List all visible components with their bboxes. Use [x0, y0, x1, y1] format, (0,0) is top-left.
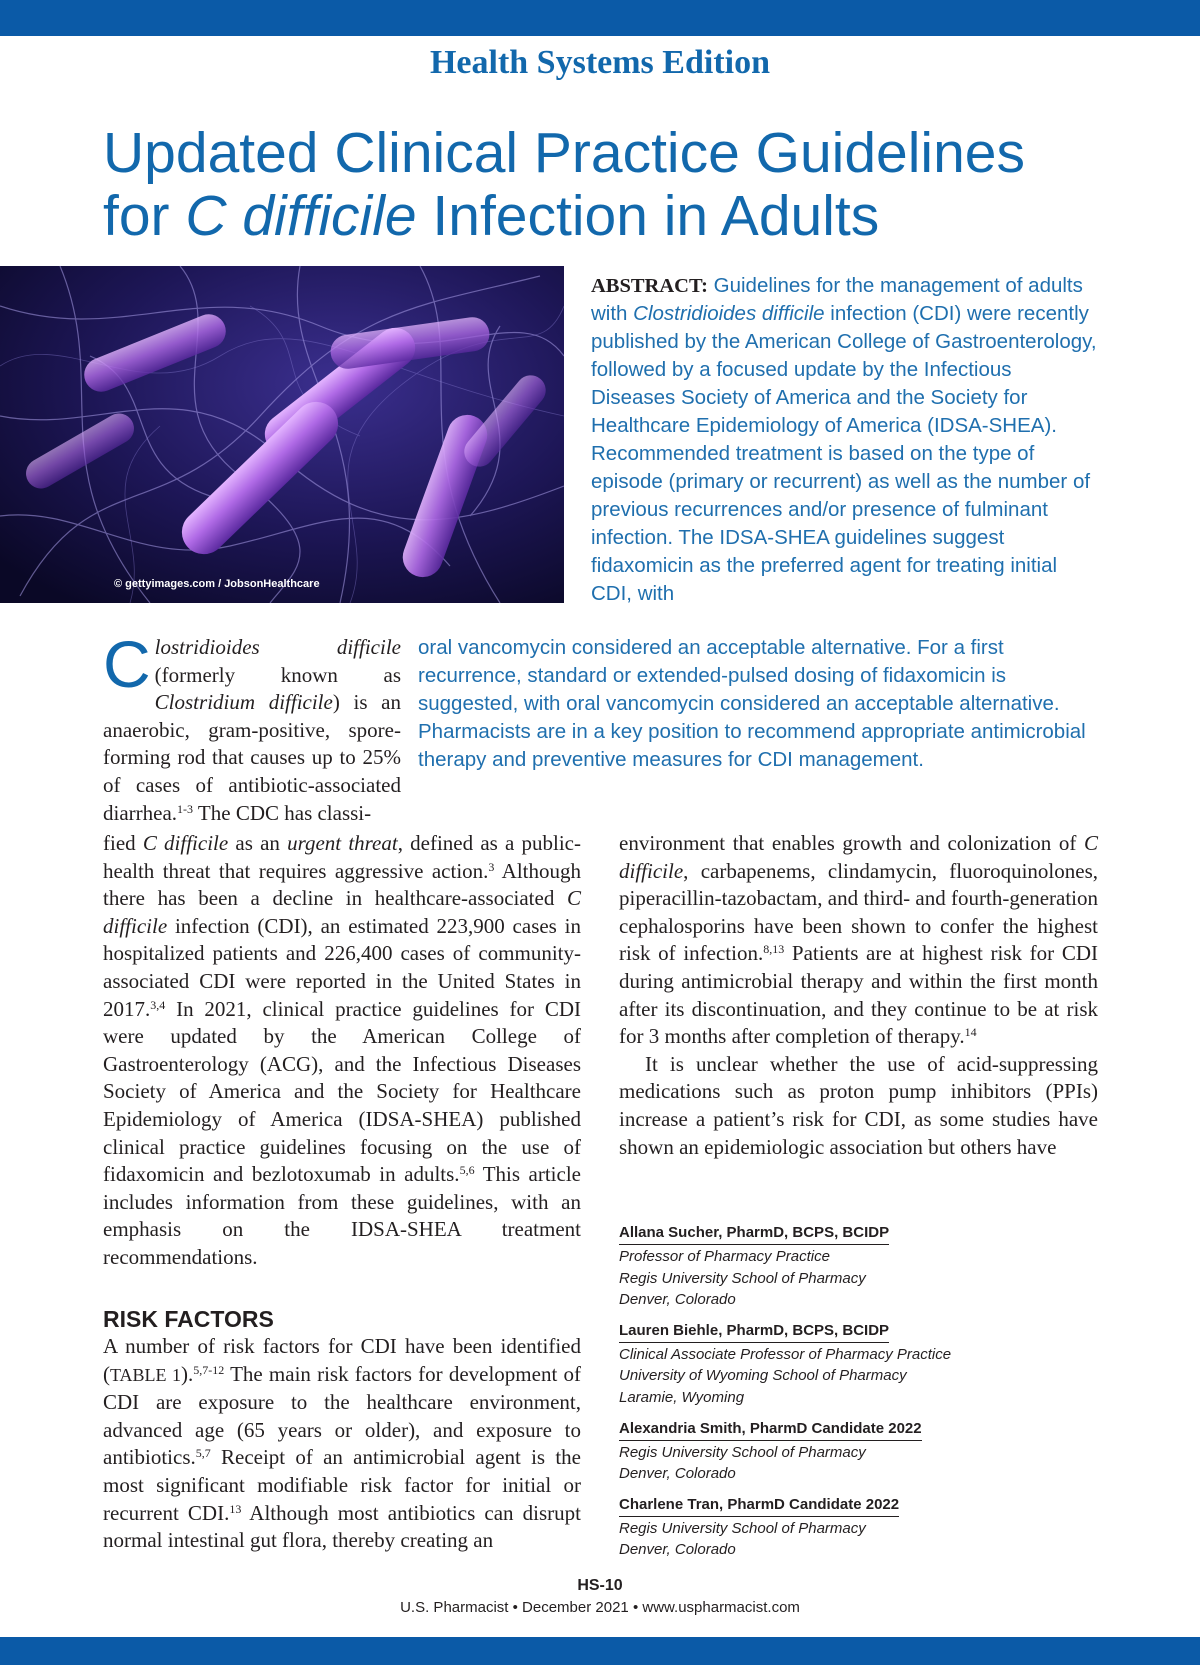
risk-text: Although most antibiotics can disrupt normal intestinal gut flora, thereby creating an: [103, 1500, 581, 1553]
risk-text: A number of risk factors for CDI have been identified (: [103, 1334, 581, 1386]
author-location: Denver, Colorado: [619, 1291, 736, 1309]
citation: 3,4: [150, 997, 166, 1012]
intro-text: as an: [228, 831, 288, 855]
intro-former-name: Clostridium difficile: [154, 690, 333, 715]
risk-text: The main risk factors for development of CDI are exposure to the healthcare environment, advanced age (65 years or older), and exposure to antibiotics.: [103, 1361, 581, 1470]
risk-text: ).: [181, 1361, 194, 1386]
intro-text: (formerly known as: [154, 662, 401, 687]
right-column-paragraph-1: [619, 830, 1098, 1051]
intro-text: This article includes information from these guidelines, with an emphasis on the IDSA-SHEA treatment recommendations.: [103, 1162, 581, 1269]
intro-text: , defined as a public-health threat that requires aggressive action.: [103, 831, 581, 883]
risk-text: Receipt of an antimicrobial agent is the most significant modifiable risk factor for initial or recurrent CDI.: [103, 1445, 581, 1525]
intro-italic: urgent threat: [287, 831, 398, 855]
table-reference: TABLE 1: [110, 1364, 181, 1385]
author-block: [619, 1223, 1099, 1311]
body-italic: C difficile: [619, 831, 1098, 883]
bacteria-illustration: [0, 266, 564, 603]
title-line-2-prefix: for: [103, 184, 186, 248]
author-name: Charlene Tran, PharmD Candidate 2022: [619, 1495, 899, 1517]
citation: 1-3: [177, 801, 194, 816]
author-block: [619, 1495, 1099, 1561]
author-title: Professor of Pharmacy Practice: [619, 1248, 830, 1265]
author-title: Clinical Associate Professor of Pharmacy Practice: [619, 1345, 952, 1363]
author-location: Denver, Colorado: [619, 1541, 736, 1559]
intro-text: ) is an anaerobic, gram-positive, spore-forming rod that causes up to 25% of cases of antibiotic-associated diarrhea.: [103, 690, 401, 825]
abstract-italic: Clostridioides difficile: [633, 302, 825, 325]
abstract-text-2: infection (CDI) were recently published by the American College of Gastroenterology, followed by a focused update by the Infectious Diseases Society of America and the Society for Healthcare Epidemiology of America (IDSA-SHEA). Recommended treatment is based on the type of episode (primary or recurrent) as well as the number of previous recurrences and/or presence of fulminant infection. The IDSA-SHEA guidelines suggest fidaxomicin as the preferred agent for treating initial CDI, with: [591, 302, 1097, 605]
bottom-color-bar: [0, 1637, 1200, 1665]
intro-paragraph-start: [103, 627, 401, 827]
intro-paragraph-continued: [103, 830, 581, 1272]
citation: 5,7-12: [193, 1362, 225, 1377]
citation: 8,13: [763, 942, 785, 957]
author-location: Laramie, Wyoming: [619, 1388, 745, 1406]
page-number: HS-10: [577, 1577, 623, 1594]
intro-italic: C difficile: [103, 886, 581, 938]
citation: 5,7: [195, 1446, 211, 1461]
intro-species: lostridioides difficile: [154, 635, 401, 659]
title-line-2-italic: C difficile: [185, 184, 417, 248]
body-text: Patients are at highest risk for CDI during antimicrobial therapy and within the first month after its discontinuation, and they continue to be at risk for 3 months after completion of therapy.: [619, 941, 1098, 1049]
abstract-text-1: Guidelines for the management of adults with: [591, 274, 1083, 325]
publication-line: U.S. Pharmacist • December 2021 • www.uspharmacist.com: [400, 1599, 800, 1616]
author-name: Lauren Biehle, PharmD, BCPS, BCIDP: [619, 1321, 889, 1343]
author-name: Alexandria Smith, PharmD Candidate 2022: [619, 1419, 922, 1441]
author-affiliation: University of Wyoming School of Pharmacy: [619, 1367, 907, 1385]
section-heading-risk-factors: RISK FACTORS: [103, 1306, 274, 1332]
right-column-text: [619, 830, 1098, 1161]
abstract-part-2: oral vancomycin considered an acceptable alternative. For a first recurrence, standard or extended-pulsed dosing of fidaxomicin is suggested, with oral vancomycin considered an acceptable alternative. Pharmacists are in a key position to recommend appropriate antimicrobial therapy and preventive measures for CDI management.: [418, 636, 1086, 771]
image-credit: © gettyimages.com / JobsonHealthcare: [114, 578, 320, 590]
citation: 3: [488, 859, 495, 874]
title-line-2-suffix: Infection in Adults: [416, 184, 880, 248]
author-location: Denver, Colorado: [619, 1465, 736, 1483]
citation: 13: [229, 1501, 242, 1516]
title-line-1: Updated Clinical Practice Guidelines: [103, 121, 1025, 185]
author-list: [619, 1223, 1099, 1571]
drop-cap: C: [103, 627, 151, 701]
intro-text: In 2021, clinical practice guidelines for CDI were updated by the American College of Gastroenterology (ACG), and the Infectious Diseases Society of America and the Society for Healthcare Epidemiology of America (IDSA-SHEA) published clinical practice guidelines focusing on the use of fidaxomicin and bezlotoxumab in adults.: [103, 996, 581, 1187]
right-column-paragraph-2: It is unclear whether the use of acid-suppressing medications such as proton pump inhibitors (PPIs) increase a patient’s risk for CDI, as some studies have shown an epidemiologic association but others have: [619, 1051, 1098, 1159]
bacteria-illustration-svg: [0, 266, 564, 603]
body-text: , carbapenems, clindamycin, fluoroquinolones, piperacillin-tazobactam, and third- and fourth-generation cephalosporins have been shown to confer the highest risk of infection.: [619, 858, 1098, 966]
abstract-part-1: [591, 272, 1101, 608]
body-text: environment that enables growth and colonization of: [619, 831, 1084, 855]
intro-text: Although there has been a decline in healthcare-associated: [103, 858, 581, 911]
edition-header: Health Systems Edition: [429, 44, 771, 81]
intro-text: infection (CDI), an estimated 223,900 cases in hospitalized patients and 226,400 cases of community-associated CDI were reported in the United States in 2017.: [103, 913, 581, 1021]
author-affiliation: Regis University School of Pharmacy: [619, 1519, 866, 1537]
article-title: [103, 122, 1113, 248]
intro-text: The CDC has classi-: [193, 800, 372, 825]
author-block: [619, 1321, 1099, 1409]
abstract-label: ABSTRACT:: [591, 275, 708, 297]
top-color-bar: [0, 0, 1200, 36]
citation: 14: [964, 1025, 977, 1040]
risk-factors-paragraph: [103, 1333, 581, 1555]
author-block: [619, 1419, 1099, 1485]
intro-text: fied: [103, 831, 143, 855]
author-affiliation: Regis University School of Pharmacy: [619, 1443, 866, 1461]
author-affiliation: Regis University School of Pharmacy: [619, 1269, 866, 1287]
intro-italic: C difficile: [142, 831, 229, 855]
author-name: Allana Sucher, PharmD, BCPS, BCIDP: [619, 1223, 889, 1245]
citation: 5,6: [459, 1163, 475, 1178]
